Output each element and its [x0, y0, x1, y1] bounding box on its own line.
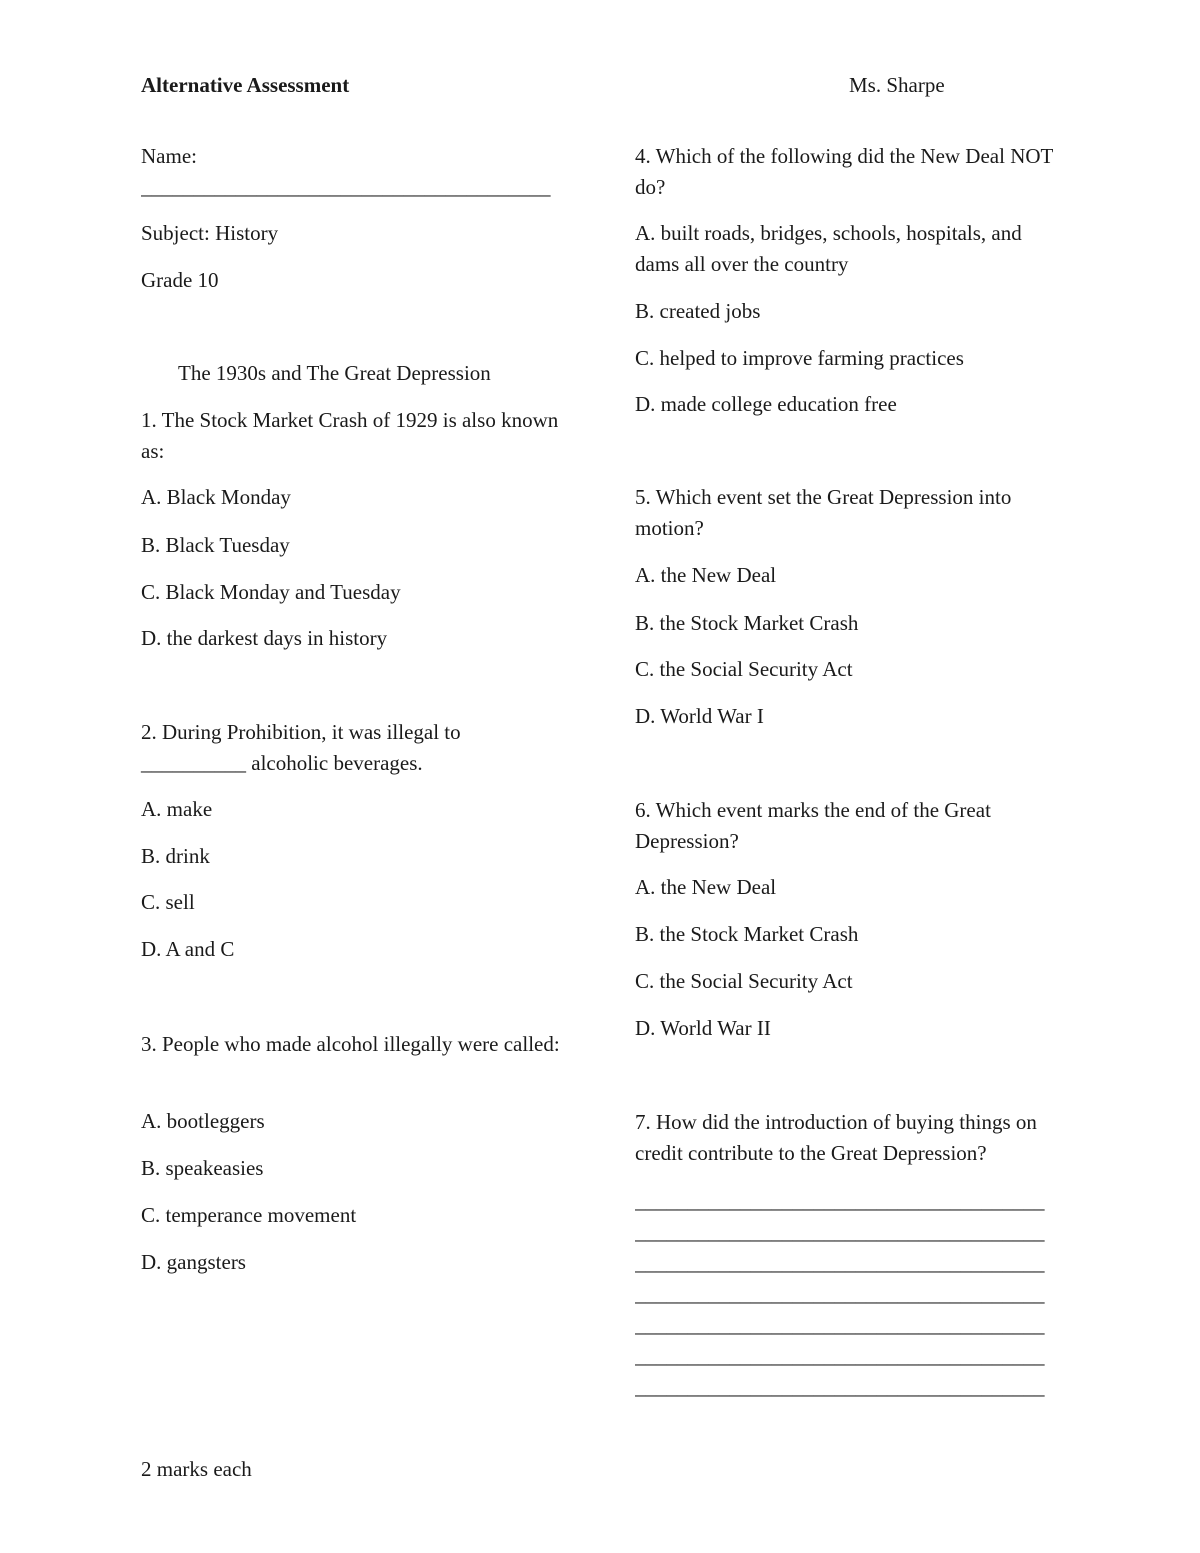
question-1-option-b[interactable]: B. Black Tuesday: [141, 533, 290, 557]
question-3-option-a[interactable]: A. bootleggers: [141, 1109, 265, 1133]
answer-line[interactable]: _______________________________________: [635, 1220, 1045, 1244]
question-2-option-b[interactable]: B. drink: [141, 844, 210, 868]
question-4-prompt: 4. Which of the following did the New Deal NOT do?: [635, 144, 1053, 199]
question-4-option-c[interactable]: C. helped to improve farming practices: [635, 346, 964, 370]
question-5-option-c[interactable]: C. the Social Security Act: [635, 657, 853, 681]
question-3-option-d[interactable]: D. gangsters: [141, 1250, 246, 1274]
question-2-option-c[interactable]: C. sell: [141, 890, 195, 914]
subject-label: Subject: History: [141, 221, 279, 245]
test-title: The 1930s and The Great Depression: [178, 361, 491, 385]
question-4-option-a[interactable]: A. built roads, bridges, schools, hospitals, and dams all over the country: [635, 221, 1022, 276]
marks-note: 2 marks each: [141, 1457, 252, 1481]
grade-label: Grade 10: [141, 268, 219, 292]
question-6-option-c[interactable]: C. the Social Security Act: [635, 969, 853, 993]
question-5-prompt: 5. Which event set the Great Depression into motion?: [635, 485, 1012, 540]
question-2-option-d[interactable]: D. A and C: [141, 937, 235, 961]
name-line[interactable]: _______________________________________: [141, 175, 551, 199]
question-6-option-a[interactable]: A. the New Deal: [635, 875, 777, 899]
question-6-prompt: 6. Which event marks the end of the Great Depression?: [635, 798, 991, 853]
question-1-prompt: 1. The Stock Market Crash of 1929 is also known as:: [141, 408, 559, 463]
question-5-option-d[interactable]: D. World War I: [635, 704, 764, 728]
answer-line[interactable]: _______________________________________: [635, 1313, 1045, 1337]
assessment-title: Alternative Assessment: [141, 73, 350, 97]
question-7-prompt: 7. How did the introduction of buying things on credit contribute to the Great Depression?: [635, 1110, 1037, 1165]
question-2-prompt: 2. During Prohibition, it was illegal to: [141, 720, 461, 744]
question-1-option-a[interactable]: A. Black Monday: [141, 485, 291, 509]
question-5-option-b[interactable]: B. the Stock Market Crash: [635, 611, 859, 635]
answer-line[interactable]: _______________________________________: [635, 1251, 1045, 1275]
name-label: Name:: [141, 144, 197, 168]
answer-line[interactable]: _______________________________________: [635, 1282, 1045, 1306]
question-3-option-b[interactable]: B. speakeasies: [141, 1156, 264, 1180]
answer-line[interactable]: _______________________________________: [635, 1344, 1045, 1368]
question-4-option-b[interactable]: B. created jobs: [635, 299, 761, 323]
teacher-name: Ms. Sharpe: [849, 73, 945, 97]
question-3-option-c[interactable]: C. temperance movement: [141, 1203, 357, 1227]
question-6-option-d[interactable]: D. World War II: [635, 1016, 771, 1040]
question-1-option-c[interactable]: C. Black Monday and Tuesday: [141, 580, 401, 604]
answer-line[interactable]: _______________________________________: [635, 1189, 1045, 1213]
question-2-option-a[interactable]: A. make: [141, 797, 213, 821]
question-2-blank[interactable]: __________ alcoholic beverages.: [141, 751, 423, 775]
question-1-option-d[interactable]: D. the darkest days in history: [141, 626, 388, 650]
question-6-option-b[interactable]: B. the Stock Market Crash: [635, 922, 859, 946]
question-5-option-a[interactable]: A. the New Deal: [635, 563, 777, 587]
question-4-option-d[interactable]: D. made college education free: [635, 392, 897, 416]
question-3-prompt: 3. People who made alcohol illegally were called:: [141, 1032, 560, 1056]
answer-line[interactable]: _______________________________________: [635, 1375, 1045, 1399]
